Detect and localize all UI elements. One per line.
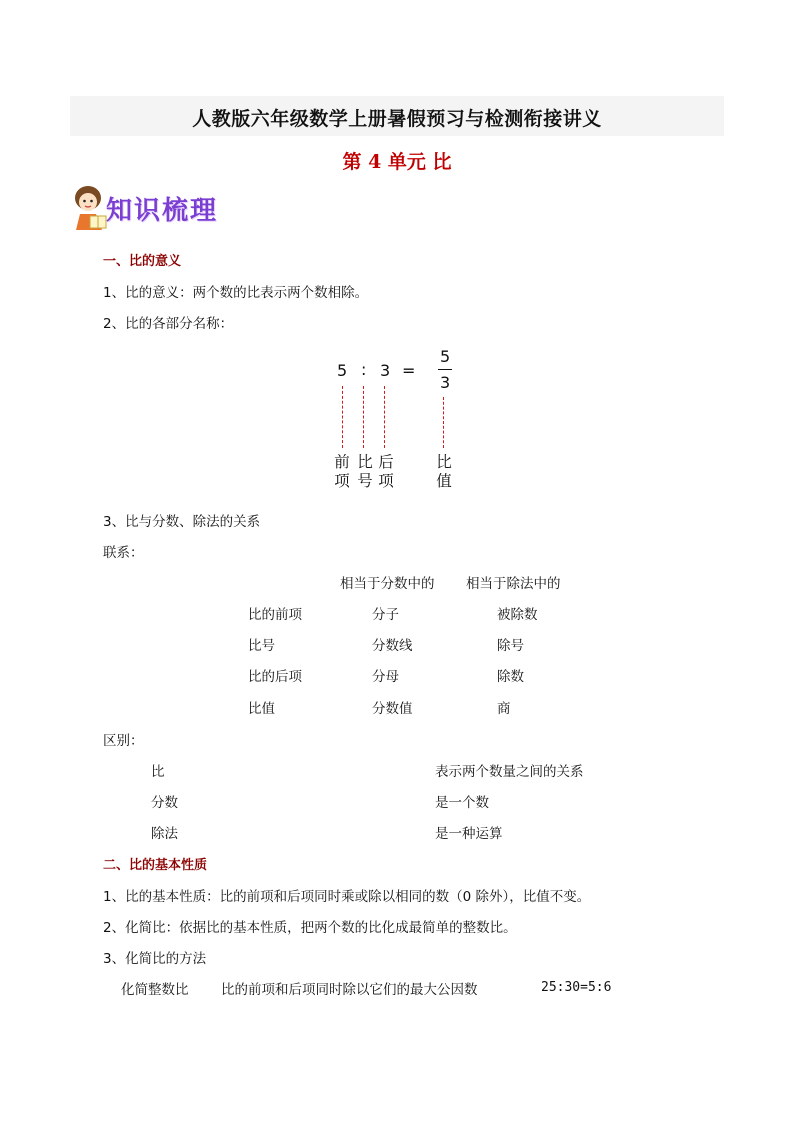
list-item: 分数 [151,795,178,811]
table-cell: 被除数 [497,607,538,623]
table-cell: 分数线 [372,638,413,654]
banner-title: 知识梳理 [106,196,219,226]
table-cell: 比的后项 [248,669,302,685]
table-cell: 分子 [372,607,399,623]
label-front-term: 前 项 [334,453,350,490]
list-item: 除法 [151,826,178,842]
ratio-back-term: 3 [380,361,391,380]
table-cell: 比的前项 [248,607,302,623]
ratio-colon: : [361,360,367,379]
difference-label: 区别： [103,733,144,749]
document-title: 人教版六年级数学上册暑假预习与检测衔接讲义 [192,108,602,130]
table-cell: 比号 [248,638,275,654]
parts-names-heading: 2、比的各部分名称： [103,316,234,332]
method-example: 25:30=5:6 [541,980,612,995]
label-back-term: 后 项 [378,453,394,490]
table-cell: 分母 [372,669,399,685]
ratio-front-term: 5 [337,361,348,380]
ratio-value-pointer [443,397,444,448]
table-cell: 除数 [497,669,524,685]
simplify-method-heading: 3、化简比的方法 [103,951,207,967]
label-ratio-sign: 比 号 [357,453,373,490]
girl-reading-icon [70,184,110,232]
relation-heading: 3、比与分数、除法的关系 [103,514,261,530]
table-header: 相当于除法中的 [466,576,561,592]
colon-pointer [363,386,364,448]
method-description: 比的前项和后项同时除以它们的最大公因数 [221,982,478,998]
table-cell: 商 [497,701,511,717]
section-heading-meaning: 一、比的意义 [103,254,182,269]
list-item: 比 [151,764,165,780]
knowledge-banner [70,184,240,232]
unit-title: 第 4 单元 比 [342,151,452,173]
table-cell: 除号 [497,638,524,654]
list-item: 是一个数 [435,795,489,811]
fraction-bar [438,369,452,370]
connection-label: 联系： [103,545,144,561]
table-cell: 比值 [248,701,275,717]
front-term-pointer [342,386,343,448]
basic-property-text: 1、比的基本性质：比的前项和后项同时乘或除以相同的数（0 除外），比值不变。 [103,889,591,905]
table-header: 相当于分数中的 [340,576,435,592]
table-cell: 分数值 [372,701,413,717]
method-name: 化简整数比 [121,982,189,998]
list-item: 是一种运算 [435,826,503,842]
fraction-denominator: 3 [440,373,451,392]
list-item: 表示两个数量之间的关系 [435,764,584,780]
fraction-numerator: 5 [440,347,451,366]
meaning-definition: 1、比的意义：两个数的比表示两个数相除。 [103,285,369,301]
simplify-ratio-text: 2、化简比：依据比的基本性质，把两个数的比化成最简单的整数比。 [103,920,517,936]
section-heading-property: 二、比的基本性质 [103,858,208,873]
label-ratio-value: 比 值 [436,453,452,490]
back-term-pointer [384,386,385,448]
ratio-equals: = [402,361,416,380]
